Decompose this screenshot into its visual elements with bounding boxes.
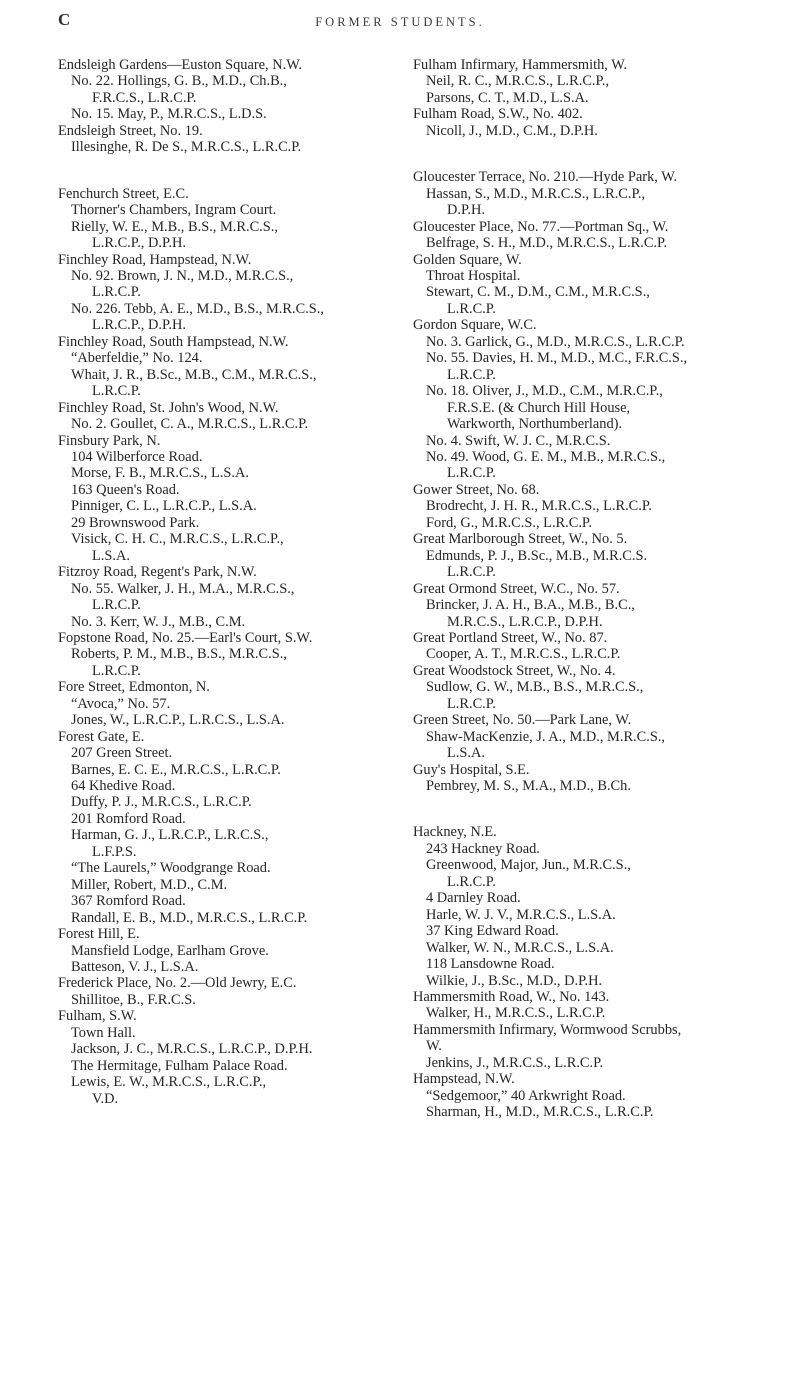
directory-entry: Shillitoe, B., F.R.C.S. bbox=[71, 991, 196, 1008]
directory-entry: F.R.S.E. (& Church Hill House, bbox=[447, 399, 631, 416]
section-gap bbox=[413, 139, 758, 169]
directory-entry: Cooper, A. T., M.R.C.S., L.R.C.P. bbox=[426, 646, 621, 663]
left-column bbox=[58, 57, 396, 1107]
directory-entry: 64 Khedive Road. bbox=[71, 778, 176, 795]
directory-entry: No. 226. Tebb, A. E., M.D., B.S., M.R.C.S., bbox=[71, 300, 324, 317]
street-heading: Hammersmith Infirmary, Wormwood Scrubbs, bbox=[413, 1021, 682, 1038]
directory-entry: L.R.C.P., D.P.H. bbox=[92, 235, 186, 252]
directory-entry: 118 Lansdowne Road. bbox=[426, 956, 555, 973]
directory-entry: L.S.A. bbox=[92, 547, 130, 564]
street-heading: Finsbury Park, N. bbox=[58, 432, 161, 449]
page-letter: C bbox=[58, 10, 71, 29]
street-heading: Green Street, No. 50.—Park Lane, W. bbox=[413, 712, 632, 729]
directory-entry: “Aberfeldie,” No. 124. bbox=[71, 350, 203, 367]
directory-entry: No. 22. Hollings, G. B., M.D., Ch.B., bbox=[71, 73, 287, 90]
street-heading: Guy's Hospital, S.E. bbox=[413, 761, 530, 778]
street-heading: Great Woodstock Street, W., No. 4. bbox=[413, 662, 616, 679]
directory-entry: Morse, F. B., M.R.C.S., L.S.A. bbox=[71, 465, 249, 482]
street-heading: Fenchurch Street, E.C. bbox=[58, 185, 189, 202]
directory-entry: Thorner's Chambers, Ingram Court. bbox=[71, 202, 277, 219]
directory-entry: Rielly, W. E., M.B., B.S., M.R.C.S., bbox=[71, 218, 278, 235]
directory-entry: Mansfield Lodge, Earlham Grove. bbox=[71, 942, 269, 959]
directory-entry: The Hermitage, Fulham Palace Road. bbox=[71, 1057, 288, 1074]
street-heading: Forest Hill, E. bbox=[58, 926, 140, 943]
directory-entry: Ford, G., M.R.C.S., L.R.C.P. bbox=[426, 514, 592, 531]
street-heading: Endsleigh Street, No. 19. bbox=[58, 122, 203, 139]
directory-entry: 104 Wilberforce Road. bbox=[71, 448, 203, 465]
street-heading: Finchley Road, South Hampstead, N.W. bbox=[58, 333, 289, 350]
directory-entry: Batteson, V. J., L.S.A. bbox=[71, 959, 199, 976]
directory-entry: Randall, E. B., M.D., M.R.C.S., L.R.C.P. bbox=[71, 909, 308, 926]
street-heading: Hackney, N.E. bbox=[413, 824, 497, 841]
street-heading: Great Ormond Street, W.C., No. 57. bbox=[413, 580, 620, 597]
directory-entry: 243 Hackney Road. bbox=[426, 840, 540, 857]
street-heading: Golden Square, W. bbox=[413, 251, 522, 268]
directory-entry: Wilkie, J., B.Sc., M.D., D.P.H. bbox=[426, 972, 603, 989]
directory-entry: Town Hall. bbox=[71, 1024, 136, 1041]
directory-entry: No. 55. Walker, J. H., M.A., M.R.C.S., bbox=[71, 580, 295, 597]
directory-entry: W. bbox=[426, 1038, 442, 1055]
street-heading: Gloucester Place, No. 77.—Portman Sq., W. bbox=[413, 218, 669, 235]
directory-entry: L.R.C.P. bbox=[447, 564, 496, 581]
directory-entry: No. 2. Goullet, C. A., M.R.C.S., L.R.C.P. bbox=[71, 416, 309, 433]
directory-entry: L.R.C.P., D.P.H. bbox=[92, 317, 186, 334]
directory-entry: “Avoca,” No. 57. bbox=[71, 695, 171, 712]
directory-entry: Miller, Robert, M.D., C.M. bbox=[71, 876, 228, 893]
directory-entry: Lewis, E. W., M.R.C.S., L.R.C.P., bbox=[71, 1074, 267, 1091]
street-heading: Forest Gate, E. bbox=[58, 728, 145, 745]
directory-entry: 163 Queen's Road. bbox=[71, 481, 180, 498]
street-heading: Gordon Square, W.C. bbox=[413, 317, 537, 334]
running-head: FORMER STUDENTS. bbox=[315, 15, 485, 29]
directory-entry: Roberts, P. M., M.B., B.S., M.R.C.S., bbox=[71, 646, 287, 663]
street-heading: Gower Street, No. 68. bbox=[413, 481, 540, 498]
right-column bbox=[413, 57, 758, 1121]
directory-entry: Harman, G. J., L.R.C.P., L.R.C.S., bbox=[71, 827, 269, 844]
directory-entry: No. 49. Wood, G. E. M., M.B., M.R.C.S., bbox=[426, 448, 666, 465]
street-heading: Hampstead, N.W. bbox=[413, 1071, 515, 1088]
directory-entry: 29 Brownswood Park. bbox=[71, 514, 200, 531]
directory-entry: L.R.C.P. bbox=[92, 284, 141, 301]
directory-entry: Neil, R. C., M.R.C.S., L.R.C.P., bbox=[426, 73, 610, 90]
directory-entry: Stewart, C. M., D.M., C.M., M.R.C.S., bbox=[426, 284, 650, 301]
directory-entry: Duffy, P. J., M.R.C.S., L.R.C.P. bbox=[71, 794, 252, 811]
directory-entry: Jackson, J. C., M.R.C.S., L.R.C.P., D.P.H. bbox=[71, 1041, 313, 1058]
street-heading: Fulham Infirmary, Hammersmith, W. bbox=[413, 57, 628, 73]
street-heading: Great Marlborough Street, W., No. 5. bbox=[413, 531, 628, 548]
directory-entry: Warkworth, Northumberland). bbox=[447, 416, 623, 433]
street-heading: Fulham, S.W. bbox=[58, 1008, 137, 1025]
directory-entry: L.R.C.P. bbox=[92, 383, 141, 400]
directory-entry: Whait, J. R., B.Sc., M.B., C.M., M.R.C.S., bbox=[71, 366, 317, 383]
directory-entry: Parsons, C. T., M.D., L.S.A. bbox=[426, 89, 589, 106]
directory-entry: “The Laurels,” Woodgrange Road. bbox=[71, 860, 271, 877]
directory-entry: Throat Hospital. bbox=[426, 267, 521, 284]
directory-entry: Barnes, E. C. E., M.R.C.S., L.R.C.P. bbox=[71, 761, 281, 778]
directory-entry: Hassan, S., M.D., M.R.C.S., L.R.C.P., bbox=[426, 185, 646, 202]
directory-entry: “Sedgemoor,” 40 Arkwright Road. bbox=[426, 1087, 626, 1104]
directory-entry: L.R.C.P. bbox=[447, 873, 496, 890]
directory-entry: No. 3. Kerr, W. J., M.B., C.M. bbox=[71, 613, 246, 630]
street-heading: Finchley Road, Hampstead, N.W. bbox=[58, 251, 252, 268]
directory-entry: L.R.C.P. bbox=[92, 597, 141, 614]
directory-entry: L.R.C.P. bbox=[447, 465, 496, 482]
directory-entry: Brodrecht, J. H. R., M.R.C.S., L.R.C.P. bbox=[426, 498, 652, 515]
directory-entry: Harle, W. J. V., M.R.C.S., L.S.A. bbox=[426, 906, 616, 923]
street-heading: Frederick Place, No. 2.—Old Jewry, E.C. bbox=[58, 975, 297, 992]
directory-entry: Belfrage, S. H., M.D., M.R.C.S., L.R.C.P. bbox=[426, 235, 668, 252]
section-gap bbox=[58, 156, 396, 186]
directory-entry: Sudlow, G. W., M.B., B.S., M.R.C.S., bbox=[426, 679, 644, 696]
section-gap bbox=[413, 794, 758, 824]
directory-entry: Jones, W., L.R.C.P., L.R.C.S., L.S.A. bbox=[71, 712, 285, 729]
directory-entry: Jenkins, J., M.R.C.S., L.R.C.P. bbox=[426, 1054, 604, 1071]
directory-entry: L.R.C.P. bbox=[447, 695, 496, 712]
directory-entry: Pinniger, C. L., L.R.C.P., L.S.A. bbox=[71, 498, 257, 515]
directory-entry: F.R.C.S., L.R.C.P. bbox=[92, 89, 197, 106]
directory-entry: M.R.C.S., L.R.C.P., D.P.H. bbox=[447, 613, 603, 630]
directory-entry: Edmunds, P. J., B.Sc., M.B., M.R.C.S. bbox=[426, 547, 648, 564]
directory-entry: No. 3. Garlick, G., M.D., M.R.C.S., L.R.C.P. bbox=[426, 333, 685, 350]
directory-entry: No. 55. Davies, H. M., M.D., M.C., F.R.C.S., bbox=[426, 350, 688, 367]
directory-entry: Brincker, J. A. H., B.A., M.B., B.C., bbox=[426, 597, 635, 614]
directory-entry: L.R.C.P. bbox=[447, 366, 496, 383]
directory-entry: L.S.A. bbox=[447, 745, 485, 762]
directory-entry: Nicoll, J., M.D., C.M., D.P.H. bbox=[426, 122, 598, 139]
directory-entry: Walker, H., M.R.C.S., L.R.C.P. bbox=[426, 1005, 606, 1022]
directory-entry: Sharman, H., M.D., M.R.C.S., L.R.C.P. bbox=[426, 1104, 654, 1121]
directory-entry: Greenwood, Major, Jun., M.R.C.S., bbox=[426, 857, 631, 874]
street-heading: Fopstone Road, No. 25.—Earl's Court, S.W. bbox=[58, 629, 313, 646]
street-heading: Fore Street, Edmonton, N. bbox=[58, 679, 210, 696]
directory-entry: L.F.P.S. bbox=[92, 843, 137, 860]
street-heading: Fitzroy Road, Regent's Park, N.W. bbox=[58, 564, 257, 581]
street-heading: Finchley Road, St. John's Wood, N.W. bbox=[58, 399, 279, 416]
directory-entry: 201 Romford Road. bbox=[71, 810, 186, 827]
directory-entry: Walker, W. N., M.R.C.S., L.S.A. bbox=[426, 939, 614, 956]
directory-entry: No. 4. Swift, W. J. C., M.R.C.S. bbox=[426, 432, 611, 449]
street-heading: Fulham Road, S.W., No. 402. bbox=[413, 106, 583, 123]
directory-entry: No. 15. May, P., M.R.C.S., L.D.S. bbox=[71, 106, 267, 123]
directory-entry: Illesinghe, R. De S., M.R.C.S., L.R.C.P. bbox=[71, 139, 302, 156]
street-heading: Hammersmith Road, W., No. 143. bbox=[413, 989, 610, 1006]
street-heading: Great Portland Street, W., No. 87. bbox=[413, 629, 608, 646]
directory-entry: L.R.C.P. bbox=[92, 662, 141, 679]
street-heading: Endsleigh Gardens—Euston Square, N.W. bbox=[58, 57, 303, 73]
street-heading: Gloucester Terrace, No. 210.—Hyde Park, W. bbox=[413, 169, 678, 186]
directory-entry: V.D. bbox=[92, 1090, 119, 1107]
directory-entry: Pembrey, M. S., M.A., M.D., B.Ch. bbox=[426, 778, 631, 795]
directory-entry: 37 King Edward Road. bbox=[426, 923, 559, 940]
directory-entry: Shaw-MacKenzie, J. A., M.D., M.R.C.S., bbox=[426, 728, 666, 745]
directory-entry: No. 18. Oliver, J., M.D., C.M., M.R.C.P., bbox=[426, 383, 663, 400]
directory-entry: Visick, C. H. C., M.R.C.S., L.R.C.P., bbox=[71, 531, 284, 548]
directory-entry: L.R.C.P. bbox=[447, 300, 496, 317]
directory-entry: D.P.H. bbox=[447, 202, 485, 219]
directory-entry: 4 Darnley Road. bbox=[426, 890, 521, 907]
directory-entry: No. 92. Brown, J. N., M.D., M.R.C.S., bbox=[71, 267, 294, 284]
directory-entry: 367 Romford Road. bbox=[71, 893, 186, 910]
directory-entry: 207 Green Street. bbox=[71, 745, 173, 762]
